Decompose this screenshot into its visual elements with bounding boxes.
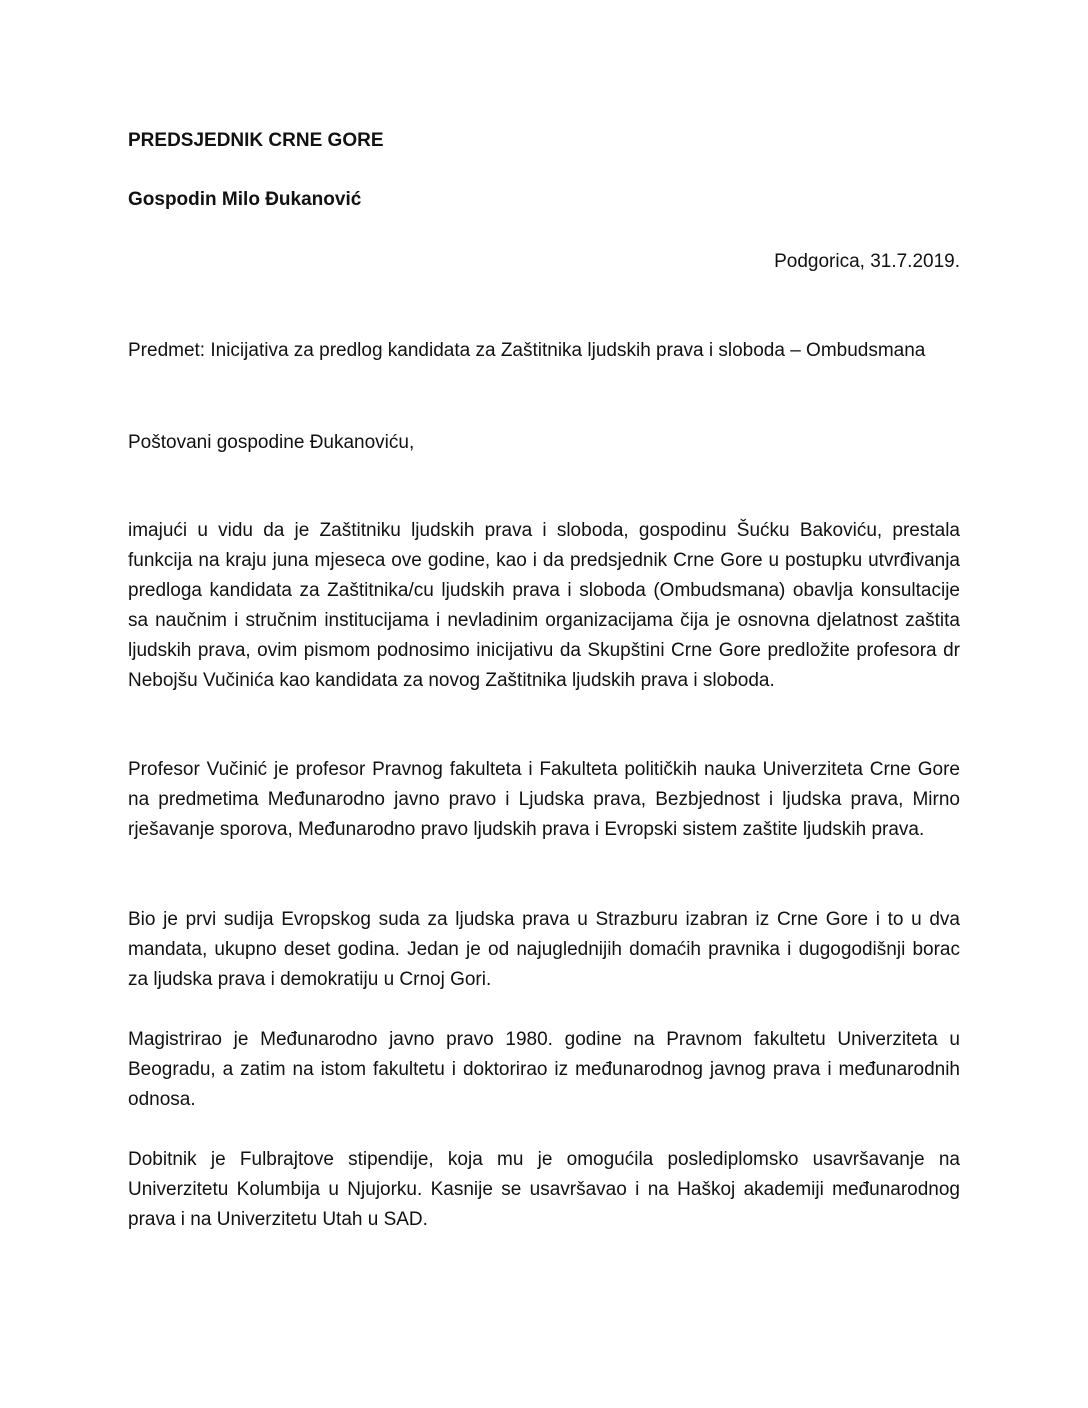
body-paragraph-3: Bio je prvi sudija Evropskog suda za ljudska prava u Strazburu izabran iz Crne Gore i to u dva mandata, ukupno deset godina. Jedan je od najuglednijih domaćih pravnika i dugogodišnji borac za ljudska prava i demokratiju u Crnoj Gori.	[128, 909, 960, 990]
body-paragraph-1: imajući u vidu da je Zaštitniku ljudskih prava i sloboda, gospodinu Šućku Bakoviću, prestala funkcija na kraju juna mjeseca ove godine, kao i da predsjednik Crne Gore u postupku utvrđivanja predloga kandidata za Zaštitnika/cu ljudskih prava i sloboda (Ombudsmana) obavlja konsultacije sa naučnim i stručnim institucijama i nevladinim organizacijama čija je osnovna djelatnost zaštita ljudskih prava, ovim pismom podnosimo inicijativu da Skupštini Crne Gore predložite profesora dr Nebojšu Vučinića kao kandidata za novog Zaštitnika ljudskih prava i sloboda.	[128, 520, 960, 691]
body-paragraph-5: Dobitnik je Fulbrajtove stipendije, koja mu je omogućila poslediplomsko usavršavanje na Univerzitetu Kolumbija u Njujorku. Kasnije se usavršavao i na Haškoj akademiji međunarodnog prava i na Univerzitetu Utah u SAD.	[128, 1149, 960, 1230]
body-paragraph-4: Magistrirao je Međunarodno javno pravo 1980. godine na Pravnom fakultetu Univerziteta u Beogradu, a zatim na istom fakultetu i doktorirao iz međunarodnog javnog prava i međunarodnih odnosa.	[128, 1029, 960, 1110]
recipient-title: PREDSJEDNIK CRNE GORE	[128, 130, 384, 151]
recipient-name: Gospodin Milo Đukanović	[128, 189, 362, 210]
body-paragraph-2: Profesor Vučinić je profesor Pravnog fakulteta i Fakulteta političkih nauka Univerziteta Crne Gore na predmetima Međunarodno javno pravo i Ljudska prava, Bezbjednost i ljudska prava, Mirno rješavanje sporova, Međunarodno pravo ljudskih prava i Evropski sistem zaštite ljudskih prava.	[128, 759, 960, 840]
subject-line: Predmet: Inicijativa za predlog kandidata za Zaštitnika ljudskih prava i sloboda – Ombudsmana	[128, 340, 926, 361]
place-date: Podgorica, 31.7.2019.	[774, 251, 960, 272]
salutation: Poštovani gospodine Đukanoviću,	[128, 432, 415, 453]
